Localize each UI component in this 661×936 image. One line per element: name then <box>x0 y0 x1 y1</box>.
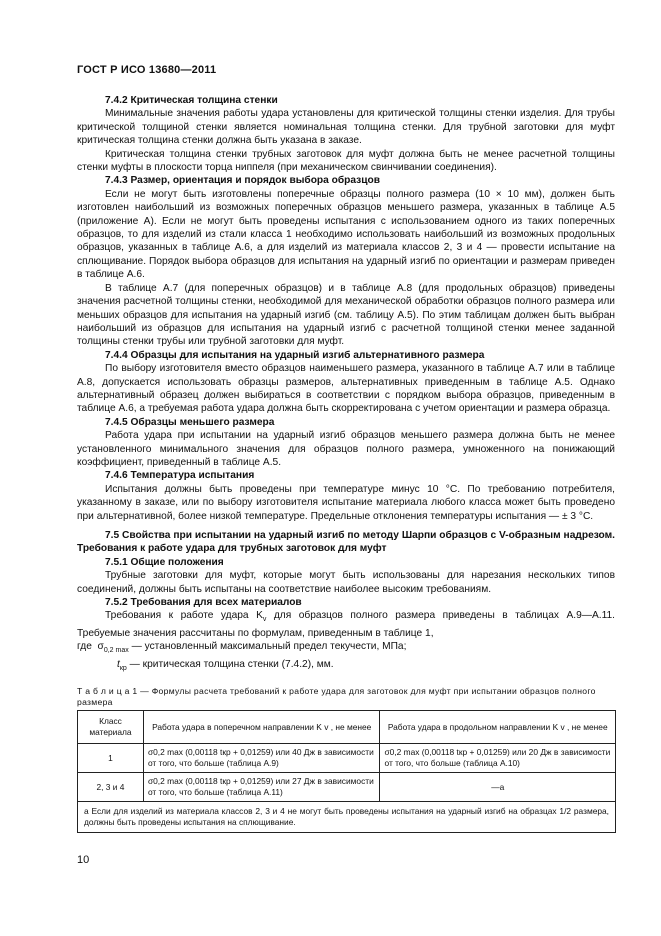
section-7-4-4-para-1: По выбору изготовителя вместо образцов наименьшего размера, указанного в таблице А.7 или в таблице А.8, допускается использовать образцы размеров, альтернативных приведенным в таблице А.5. Однако альтернативный образец должен выбираться в соответствии с порядком выбора образцов, приведенным в таблице А.6, а требуемая работа удара должна быть скорректирована с учетом ориентации и размера образца. <box>77 363 615 415</box>
table-row <box>78 773 616 802</box>
section-7-4-3-para-1: Если не могут быть изготовлены поперечные образцы полного размера (10 × 10 мм), должен быть изготовлен наибольший из возможных поперечных образцов меньшего размера, указанных в таблице А.5 (приложение А). Если не могут быть проведены испытания с использованием одного из таких поперечных образцов, то для изделий из стали класса 1 необходимо использовать наибольший из возможных продольных образцов, указанных в таблице А.6, а для изделий из материала классов 2, 3 и 4 — провести испытание на сплющивание. Порядок выбора образцов для испытания на ударный изгиб по ориентации и размерам приведен в таблице А.6. <box>77 188 615 281</box>
column-header-class: Класс материала <box>78 711 144 744</box>
section-7-5-1-title: 7.5.1 Общие положения <box>105 556 224 568</box>
table-cell-transverse: σ0,2 max (0,00118 tкр + 0,01259) или 27 Дж в зависимости от того, что больше (таблица А.11) <box>143 773 380 802</box>
section-7-4-3-title: 7.4.3 Размер, ориентация и порядок выбора образцов <box>105 175 380 187</box>
column-header-transverse: Работа удара в поперечном направлении K v , не менее <box>143 711 380 744</box>
table-cell-class: 2, 3 и 4 <box>78 773 144 802</box>
section-7-4-5-para-1: Работа удара при испытании на ударный изгиб образцов меньшего размера должна быть не менее установленного минимального значения для образцов полного размера, умноженного на понижающий коэффициент, приведенный в таблице А.5. <box>77 430 615 468</box>
section-7-5-2-title: 7.5.2 Требования для всех материалов <box>105 597 302 609</box>
table-caption: Т а б л и ц а 1 — Формулы расчета требований к работе удара для заготовок для муфт при испытании образцов полного размера <box>77 686 596 707</box>
document-body <box>77 94 615 675</box>
table-cell-longitudinal: σ0,2 max (0,00118 tкр + 0,01259) или 20 Дж в зависимости от того, что больше (таблица А.10) <box>380 744 616 773</box>
section-7-4-3-para-2: В таблице А.7 (для поперечных образцов) и в таблице А.8 (для продольных образцов) приведены значения расчетной толщины стенки, необходимой для механической обработки образцов полного размера или меньших образцов для испытания на ударный изгиб (см. таблицу А.5). По этим таблицам должен быть выбран наибольший из образцов для испытания на ударный изгиб с расчетной толщиной стенки менее заданной толщины стенки трубы или трубной заготовки для муфт. <box>77 282 615 348</box>
impact-requirements-table <box>77 710 616 833</box>
table-footnote-row <box>78 802 616 833</box>
section-7-5-2-para-1: Требования к работе удара $K_v$ для образцов полного размера приведены в таблицах А.9—А.11. Требуемые значения рассчитаны по формулам, приведенным в таблице 1, <box>77 610 615 639</box>
table-cell-class: 1 <box>78 744 144 773</box>
document-header: ГОСТ Р ИСО 13680—2011 <box>77 64 217 76</box>
formula-legend: где $\sigma_{0,2 max}$ — установленный максимальный предел текучести, МПа; $t_{кр}$ — критическая толщина стенки (7.4.2), мм. <box>77 641 407 672</box>
table-row <box>78 744 616 773</box>
section-7-4-2-title: 7.4.2 Критическая толщина стенки <box>105 95 278 106</box>
section-7-4-6-para-1: Испытания должны быть проведены при температуре минус 10 °С. По требованию потребителя, указанному в заказе, или по выбору изготовителя испытание материала любого класса может быть проведено при альтернативной, более низкой температуре. Предельные отклонения температуры испытания — ± 3 °С. <box>77 483 615 522</box>
section-7-5-title: 7.5 Свойства при испытании на ударный изгиб по методу Шарпи образцов с V-образным надрезом. Требования к работе удара для трубных заготовок для муфт <box>77 530 615 555</box>
section-7-5-1-para-1: Трубные заготовки для муфт, которые могут быть использованы для нарезания нескольких типов соединений, должны быть испытаны на соответствие наиболее высоким требованиям. <box>77 570 615 595</box>
table-header-row <box>78 711 616 744</box>
table-cell-longitudinal: —a <box>380 773 616 802</box>
section-7-4-2-para-2: Критическая толщина стенки трубных заготовок для муфт должна быть не менее расчетной толщины стенки муфты в плоскости торца ниппеля (при механическом свинчивании соединения). <box>77 148 615 174</box>
page-number: 10 <box>77 854 90 866</box>
section-7-4-5-title: 7.4.5 Образцы меньшего размера <box>105 416 275 428</box>
table-cell-transverse: σ0,2 max (0,00118 tкр + 0,01259) или 40 Дж в зависимости от того, что больше (таблица А.9) <box>143 744 380 773</box>
table-footnote: a Если для изделий из материала классов 2, 3 и 4 не могут быть проведены испытания на ударный изгиб на образцах 1/2 размера, должны быть проведены испытания на сплющивание. <box>78 802 616 833</box>
section-7-4-6-title: 7.4.6 Температура испытания <box>105 470 255 482</box>
column-header-longitudinal: Работа удара в продольном направлении K v , не менее <box>380 711 616 744</box>
section-7-4-4-title: 7.4.4 Образцы для испытания на ударный изгиб альтернативного размера <box>105 349 485 361</box>
section-7-4-2-para-1: Минимальные значения работы удара установлены для критической толщины стенки изделия. Для трубы критической толщиной стенки является номинальная толщина стенки. Для трубной заготовки для муфт критическая толщина стенки должна быть указана в заказе. <box>77 108 615 147</box>
